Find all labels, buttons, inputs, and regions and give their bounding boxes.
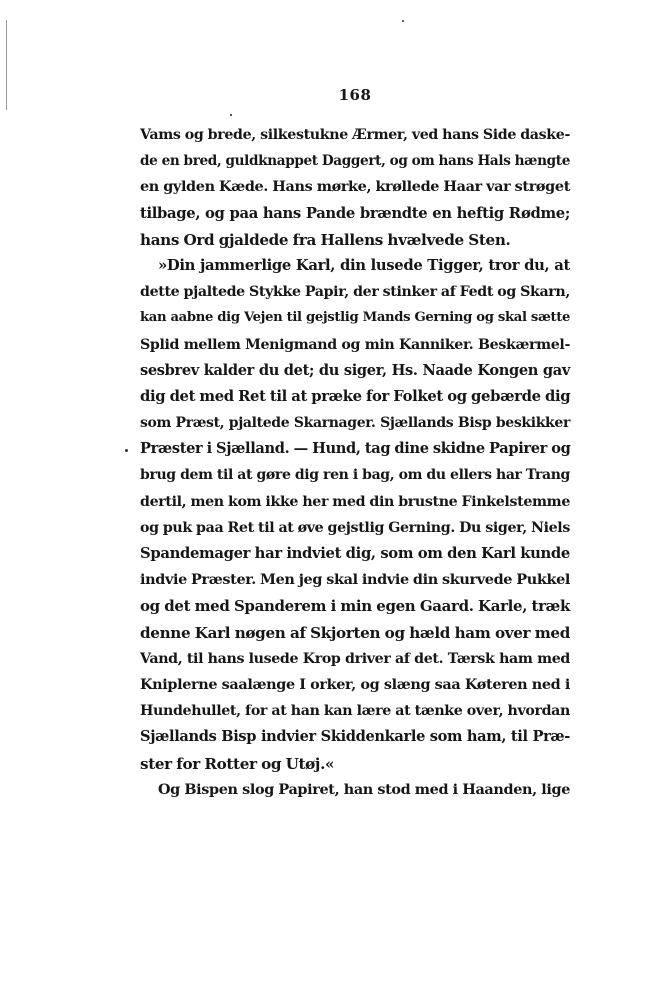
text-line: Kniplerne saalænge I orker, og slæng saa Køteren ned i: [140, 675, 570, 693]
text-line: Splid mellem Menigmand og min Kanniker. Beskærmel-: [140, 336, 570, 353]
text-line: de en bred, guldknappet Daggert, og om hans Hals hængte: [140, 153, 570, 170]
text-line: dig det med Ret til at præke for Folket og gebærde dig: [140, 387, 571, 405]
text-line: ster for Rotter og Utøj.«: [140, 754, 335, 773]
text-line: sesbrev kalder du det; du siger, Hs. Naade Kongen gav: [140, 361, 570, 379]
text-line: en gylden Kæde. Hans mørke, krøllede Haar var strøget: [140, 178, 570, 196]
text-line: som Præst, pjaltede Skarnager. Sjællands Bisp beskikker: [140, 415, 570, 432]
page-number: 168: [338, 86, 372, 104]
text-line: denne Karl nøgen af Skjorten og hæld ham over med: [140, 623, 570, 642]
text-line: Spandemager har indviet dig, som om den Karl kunde: [140, 545, 570, 562]
print-speck: [230, 114, 232, 116]
text-line: kan aabne dig Vejen til gejstlig Mands Gerning og skal sætte: [140, 310, 570, 326]
text-line: Og Bispen slog Papiret, han stod med i Haanden, lige: [158, 780, 570, 798]
text-line: Vand, til hans lusede Krop driver af det. Tærsk ham med: [140, 650, 570, 667]
text-line: dette pjaltede Stykke Papir, der stinker af Fedt og Skarn,: [140, 284, 570, 301]
text-line: »Din jammerlige Karl, din lusede Tigger, tror du, at: [158, 256, 570, 274]
text-line: hans Ord gjaldede fra Hallens hvælvede Sten.: [140, 230, 511, 249]
text-line: Hundehullet, for at han kan lære at tænke over, hvordan: [140, 703, 570, 720]
text-line: og det med Spanderem i min egen Gaard. Karle, træk: [140, 597, 570, 616]
text-line: brug dem til at gøre dig ren i bag, om du ellers har Trang: [140, 467, 570, 484]
text-line: og puk paa Ret til at øve gejstlig Gerning. Du siger, Niels: [140, 519, 570, 536]
text-line: dertil, men kom ikke her med din brustne Finkelstemme: [140, 493, 570, 510]
body-text: [140, 122, 570, 803]
text-line: tilbage, og paa hans Pande brændte en heftig Rødme;: [140, 204, 570, 222]
text-line: indvie Præster. Men jeg skal indvie din skurvede Pukkel: [140, 571, 570, 589]
print-speck: [125, 449, 128, 452]
text-line: Vams og brede, silkestukne Ærmer, ved hans Side daske-: [140, 127, 570, 143]
text-line: Sjællands Bisp indvier Skiddenkarle som ham, til Præ-: [140, 728, 570, 746]
text-line: Præster i Sjælland. — Hund, tag dine skidne Papirer og: [140, 440, 571, 458]
print-speck: [402, 20, 404, 22]
